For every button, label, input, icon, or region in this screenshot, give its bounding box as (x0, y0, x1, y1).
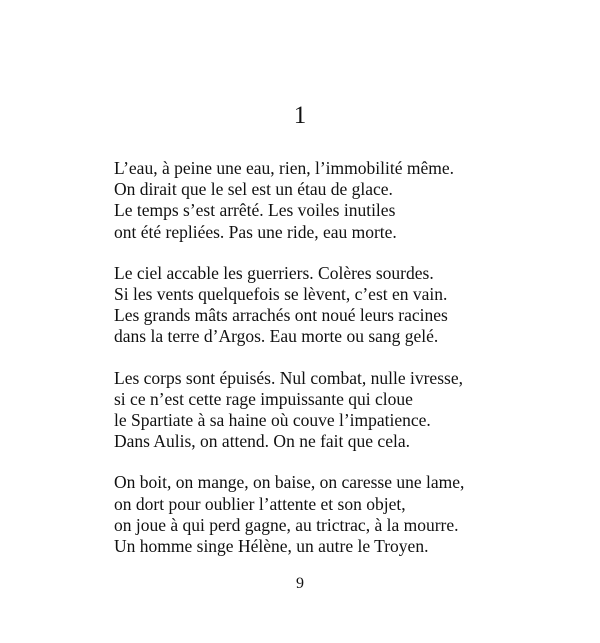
page-number: 9 (296, 575, 304, 592)
stanza-3 (114, 368, 554, 453)
verse-line: On dirait que le sel est un étau de glace. (114, 179, 393, 200)
verse-line: dans la terre d’Argos. Eau morte ou sang gelé. (114, 326, 439, 347)
verse-line: Le temps s’est arrêté. Les voiles inutiles (114, 200, 396, 221)
verse-line: Si les vents quelquefois se lèvent, c’est en vain. (114, 284, 448, 305)
verse-line: si ce n’est cette rage impuissante qui cloue (114, 388, 413, 409)
verse-line: On boit, on mange, on baise, on caresse une lame, (114, 472, 465, 493)
poem-body (114, 158, 554, 557)
verse-line: on joue à qui perd gagne, au trictrac, à la mourre. (114, 514, 459, 535)
stanza-4 (114, 472, 554, 557)
verse-line: ont été repliées. Pas une ride, eau morte. (114, 221, 397, 242)
poem-number: 1 (293, 102, 307, 129)
verse-line: L’eau, à peine une eau, rien, l’immobilité même. (114, 158, 454, 178)
verse-line: Les corps sont épuisés. Nul combat, nulle ivresse, (114, 367, 463, 388)
verse-line: le Spartiate à sa haine où couve l’impatience. (114, 410, 431, 431)
verse-line: Dans Aulis, on attend. On ne fait que cela. (114, 431, 410, 452)
stanza-2 (114, 263, 554, 348)
stanza-1 (114, 158, 554, 243)
verse-line: Les grands mâts arrachés ont noué leurs racines (114, 305, 448, 326)
verse-line: on dort pour oublier l’attente et son objet, (114, 493, 406, 514)
verse-line: Un homme singe Hélène, un autre le Troyen. (114, 536, 429, 557)
verse-line: Le ciel accable les guerriers. Colères sourdes. (114, 262, 434, 283)
